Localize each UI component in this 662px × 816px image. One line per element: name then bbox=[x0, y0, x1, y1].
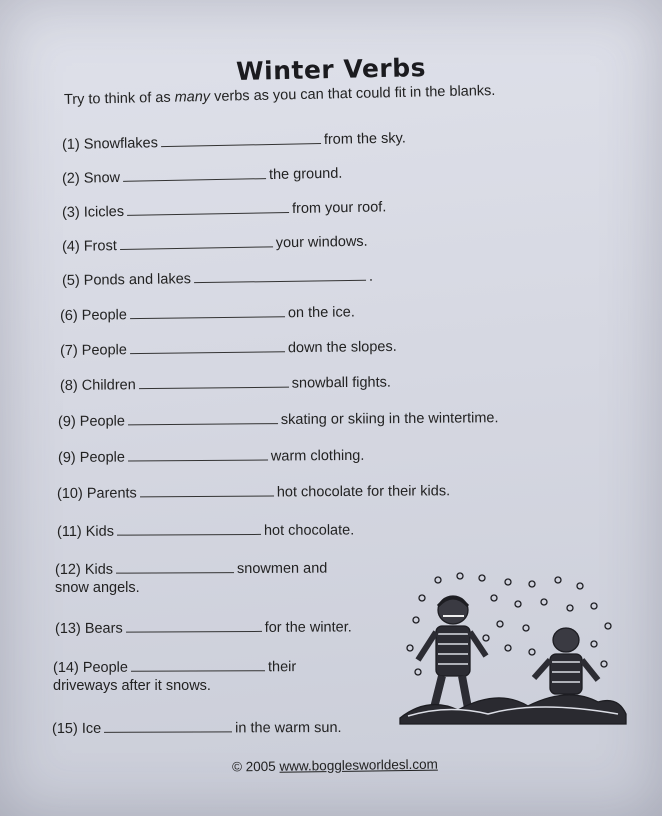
exercise-item bbox=[55, 558, 327, 578]
item-subject: Snow bbox=[83, 169, 121, 187]
snowflake-icon bbox=[435, 577, 441, 583]
answer-blank[interactable] bbox=[130, 302, 285, 319]
item-subject: Snowflakes bbox=[83, 135, 159, 153]
answer-blank[interactable] bbox=[128, 409, 278, 425]
item-number: (13) bbox=[54, 620, 81, 637]
item-subject: Parents bbox=[86, 485, 137, 502]
item-ending: from your roof. bbox=[291, 199, 387, 217]
instructions-text-start: Try to think of as bbox=[63, 89, 175, 108]
instructions-emphasis: many bbox=[174, 88, 211, 106]
item-ending: in the warm sun. bbox=[235, 719, 342, 737]
snowflake-icon bbox=[529, 649, 535, 655]
snowflake-icon bbox=[529, 581, 535, 587]
item-number: (11) bbox=[56, 523, 82, 540]
answer-blank[interactable] bbox=[120, 232, 273, 250]
item-number: (9) bbox=[57, 413, 76, 430]
exercise-item bbox=[53, 656, 296, 676]
snowflake-icon bbox=[483, 635, 489, 641]
item-subject: Children bbox=[81, 377, 136, 394]
exercise-item bbox=[62, 163, 343, 187]
item-number: (6) bbox=[59, 307, 78, 324]
item-ending: your windows. bbox=[275, 233, 368, 252]
snowflake-icon bbox=[419, 595, 425, 601]
website-link[interactable]: www.bogglesworldesl.com bbox=[279, 756, 438, 774]
item-ending: snowmen and bbox=[236, 560, 328, 578]
copyright-footer bbox=[232, 757, 438, 775]
item-number: (15) bbox=[51, 720, 78, 737]
item-ending: from the sky. bbox=[323, 130, 406, 148]
exercise-item bbox=[60, 336, 397, 359]
item-continuation: driveways after it snows. bbox=[53, 678, 211, 694]
item-ending: down the slopes. bbox=[287, 338, 397, 357]
exercise-item bbox=[60, 301, 355, 324]
item-number: (8) bbox=[59, 377, 78, 394]
copyright-text: © 2005 bbox=[231, 758, 280, 775]
answer-blank[interactable] bbox=[116, 558, 234, 574]
item-ending: on the ice. bbox=[287, 304, 355, 322]
item-ending: skating or skiing in the wintertime. bbox=[280, 410, 499, 429]
exercise-item bbox=[55, 616, 352, 637]
item-subject: Kids bbox=[84, 561, 114, 578]
item-ending: their bbox=[267, 659, 297, 676]
snowflake-icon bbox=[415, 669, 421, 675]
item-ending: . bbox=[368, 268, 374, 285]
item-subject: People bbox=[79, 449, 125, 466]
item-ending: snowball fights. bbox=[291, 374, 391, 392]
snowflake-icon bbox=[577, 583, 583, 589]
answer-blank[interactable] bbox=[161, 129, 321, 147]
snowflake-icon bbox=[591, 641, 597, 647]
item-number: (10) bbox=[56, 485, 83, 502]
item-subject: Ice bbox=[81, 720, 102, 737]
item-subject: Bears bbox=[84, 620, 123, 637]
item-subject: Ponds and lakes bbox=[83, 271, 192, 289]
snowflake-icon bbox=[505, 579, 511, 585]
exercise-item bbox=[62, 231, 368, 255]
item-number: (7) bbox=[59, 342, 78, 359]
answer-blank[interactable] bbox=[123, 164, 266, 182]
item-ending: hot chocolate. bbox=[263, 522, 355, 539]
answer-blank[interactable] bbox=[117, 520, 261, 536]
answer-blank[interactable] bbox=[140, 481, 274, 497]
snowflake-icon bbox=[605, 623, 611, 629]
item-subject: Icicles bbox=[83, 203, 125, 221]
item-number: (4) bbox=[61, 238, 80, 255]
snowflake-icon bbox=[479, 575, 485, 581]
exercise-item bbox=[52, 717, 342, 737]
item-ending: hot chocolate for their kids. bbox=[276, 483, 451, 501]
answer-blank[interactable] bbox=[130, 337, 285, 354]
exercise-item bbox=[58, 407, 499, 430]
snowflake-icon bbox=[523, 625, 529, 631]
exercise-item bbox=[62, 266, 373, 289]
snowflake-icon bbox=[413, 617, 419, 623]
instructions-text-end: verbs as you can that could fit in the blanks. bbox=[209, 82, 496, 105]
answer-blank[interactable] bbox=[131, 656, 265, 671]
worksheet-title: Winter Verbs bbox=[235, 53, 427, 86]
item-number: (14) bbox=[52, 659, 79, 676]
exercise-item bbox=[57, 519, 354, 540]
snowflake-icon bbox=[555, 577, 561, 583]
item-subject: Kids bbox=[85, 523, 114, 540]
answer-blank[interactable] bbox=[104, 717, 232, 732]
snowflake-icon bbox=[601, 661, 607, 667]
item-ending: the ground. bbox=[268, 165, 343, 184]
winter-kids-illustration bbox=[398, 568, 628, 728]
exercise-item bbox=[62, 127, 406, 153]
item-number: (1) bbox=[61, 136, 80, 153]
snowflake-icon bbox=[505, 645, 511, 651]
answer-blank[interactable] bbox=[139, 373, 289, 390]
snowflake-icon bbox=[491, 595, 497, 601]
item-subject: Frost bbox=[83, 238, 117, 255]
answer-blank[interactable] bbox=[194, 266, 366, 283]
snowflake-icon bbox=[541, 599, 547, 605]
item-number: (5) bbox=[61, 272, 80, 289]
answer-blank[interactable] bbox=[128, 446, 268, 462]
item-subject: People bbox=[81, 307, 128, 324]
exercise-item bbox=[57, 480, 450, 502]
answer-blank[interactable] bbox=[126, 617, 262, 633]
snowflake-icon bbox=[567, 605, 573, 611]
answer-blank[interactable] bbox=[127, 198, 289, 216]
item-subject: People bbox=[81, 342, 128, 359]
item-subject: People bbox=[82, 659, 128, 676]
item-number: (9) bbox=[57, 449, 76, 466]
snowflake-icon bbox=[457, 573, 463, 579]
item-subject: People bbox=[79, 413, 125, 430]
snowflake-icon bbox=[497, 621, 503, 627]
item-ending: for the winter. bbox=[264, 619, 352, 636]
item-ending: warm clothing. bbox=[270, 447, 365, 465]
item-number: (3) bbox=[61, 204, 80, 221]
exercise-item bbox=[60, 372, 391, 394]
item-number: (12) bbox=[54, 561, 81, 578]
snowflake-icon bbox=[515, 601, 521, 607]
snowflake-icon bbox=[591, 603, 597, 609]
snowflake-icon bbox=[407, 645, 413, 651]
exercise-item bbox=[62, 196, 387, 221]
exercise-item bbox=[58, 445, 365, 466]
item-number: (2) bbox=[61, 170, 80, 187]
item-continuation: snow angels. bbox=[55, 580, 140, 596]
